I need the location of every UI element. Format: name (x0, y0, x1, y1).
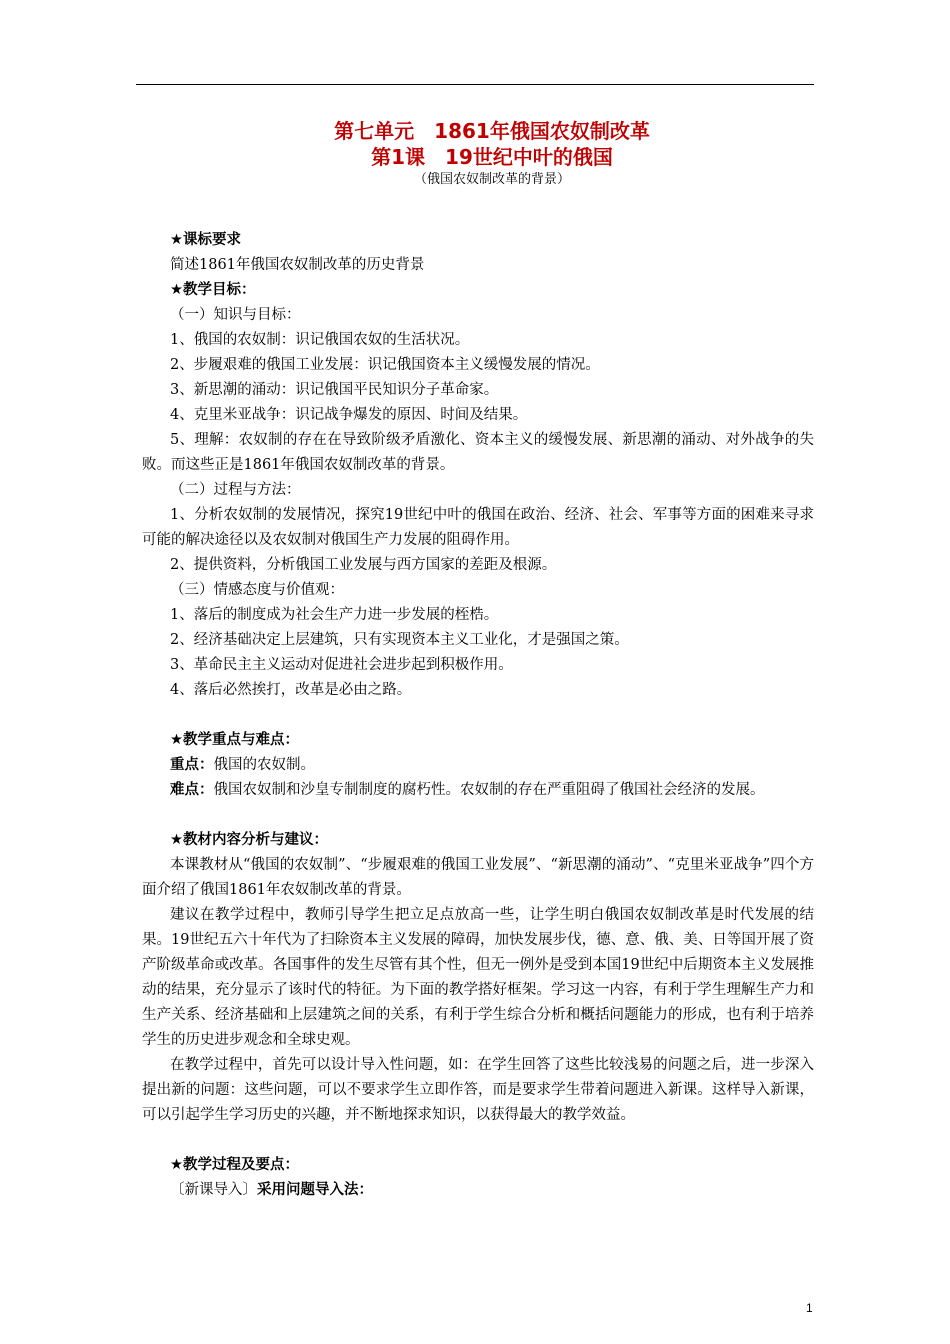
objectives-heading: ★教学目标： (170, 282, 256, 298)
knowledge-item: 1、俄国的农奴制：识记俄国农奴的生活状况。 (170, 332, 470, 348)
curriculum-text: 简述1861年俄国农奴制改革的历史背景 (170, 257, 425, 273)
analysis-heading: ★教材内容分析与建议： (170, 832, 328, 848)
values-item: 3、革命民主主义运动对促进社会进步起到积极作用。 (170, 657, 513, 673)
intro-line (170, 1178, 814, 1203)
intro-label: 〔新课导入〕 (170, 1182, 257, 1198)
lesson-title: 第1课 19世纪中叶的俄国 (371, 145, 613, 169)
curriculum-heading: ★课标要求 (170, 232, 241, 248)
values-item: 1、落后的制度成为社会生产力进一步发展的桎梏。 (170, 607, 499, 623)
values-label: （三）情感态度与价值观： (170, 582, 344, 598)
focus-line (170, 753, 814, 778)
process-item: 2、提供资料，分析俄国工业发展与西方国家的差距及根源。 (170, 557, 557, 573)
analysis-paragraph: 在教学过程中，首先可以设计导入性问题，如：在学生回答了这些比较浅易的问题之后，进一步深入提出新的问题：这些问题，可以不要求学生立即作答，而是要求学生带着问题进入新课。这样导入新课，可以引起学生学习历史的兴趣，并不断地探求知识，以获得最大的教学效益。 (142, 1057, 814, 1123)
focus-label: 重点： (170, 757, 214, 773)
knowledge-item: 4、克里米亚战争：识记战争爆发的原因、时间及结果。 (170, 407, 528, 423)
document-body (142, 118, 814, 1203)
page-number: 1 (806, 1301, 813, 1315)
process-item: 1、分析农奴制的发展情况，探究19世纪中叶的俄国在政治、经济、社会、军事等方面的困难来寻求可能的解决途径以及农奴制对俄国生产力发展的阻碍作用。 (142, 507, 814, 548)
focus-text: 俄国的农奴制。 (213, 757, 315, 773)
knowledge-item: 2、步履艰难的俄国工业发展：识记俄国资本主义缓慢发展的情况。 (170, 357, 600, 373)
unit-title: 第七单元 1861年俄国农奴制改革 (334, 119, 650, 143)
knowledge-label: （一）知识与目标： (170, 307, 301, 323)
knowledge-item: 5、理解：农奴制的存在在导致阶级矛盾激化、资本主义的缓慢发展、新思潮的涌动、对外战争的失败。而这些正是1861年俄国农奴制改革的背景。 (142, 432, 814, 473)
values-item: 4、落后必然挨打，改革是必由之路。 (170, 682, 412, 698)
difficulty-line (142, 778, 814, 803)
key-points-heading: ★教学重点与难点： (170, 732, 299, 748)
knowledge-item: 3、新思潮的涌动：识记俄国平民知识分子革命家。 (170, 382, 499, 398)
values-item: 2、经济基础决定上层建筑，只有实现资本主义工业化，才是强国之策。 (170, 632, 629, 648)
analysis-paragraph: 本课教材从“俄国的农奴制”、“步履艰难的俄国工业发展”、“新思潮的涌动”、“克里米亚战争”四个方面介绍了俄国1861年农奴制改革的背景。 (142, 857, 814, 898)
lesson-subtitle: （俄国农奴制改革的背景） (413, 172, 570, 187)
analysis-paragraph: 建议在教学过程中，教师引导学生把立足点放高一些，让学生明白俄国农奴制改革是时代发展的结果。19世纪五六十年代为了扫除资本主义发展的障碍，加快发展步伐，德、意、俄、美、日等国开展了资产阶级革命或改革。各国事件的发生尽管有其个性，但无一例外是受到本国19世纪中后期资本主义发展推动的结果，充分显示了该时代的特征。为下面的教学搭好框架。学习这一内容，有利于学生理解生产力和生产关系、经济基础和上层建筑之间的关系，有利于学生综合分析和概括问题能力的形成，也有利于培养学生的历史进步观念和全球史观。 (142, 907, 814, 1048)
difficulty-text: 俄国农奴制和沙皇专制制度的腐朽性。农奴制的存在严重阻碍了俄国社会经济的发展。 (213, 782, 765, 798)
teaching-process-heading: ★教学过程及要点： (170, 1157, 299, 1173)
intro-method: 采用问题导入法： (257, 1182, 373, 1198)
process-label: （二）过程与方法： (170, 482, 301, 498)
header-rule (136, 84, 814, 85)
difficulty-label: 难点： (170, 782, 214, 798)
